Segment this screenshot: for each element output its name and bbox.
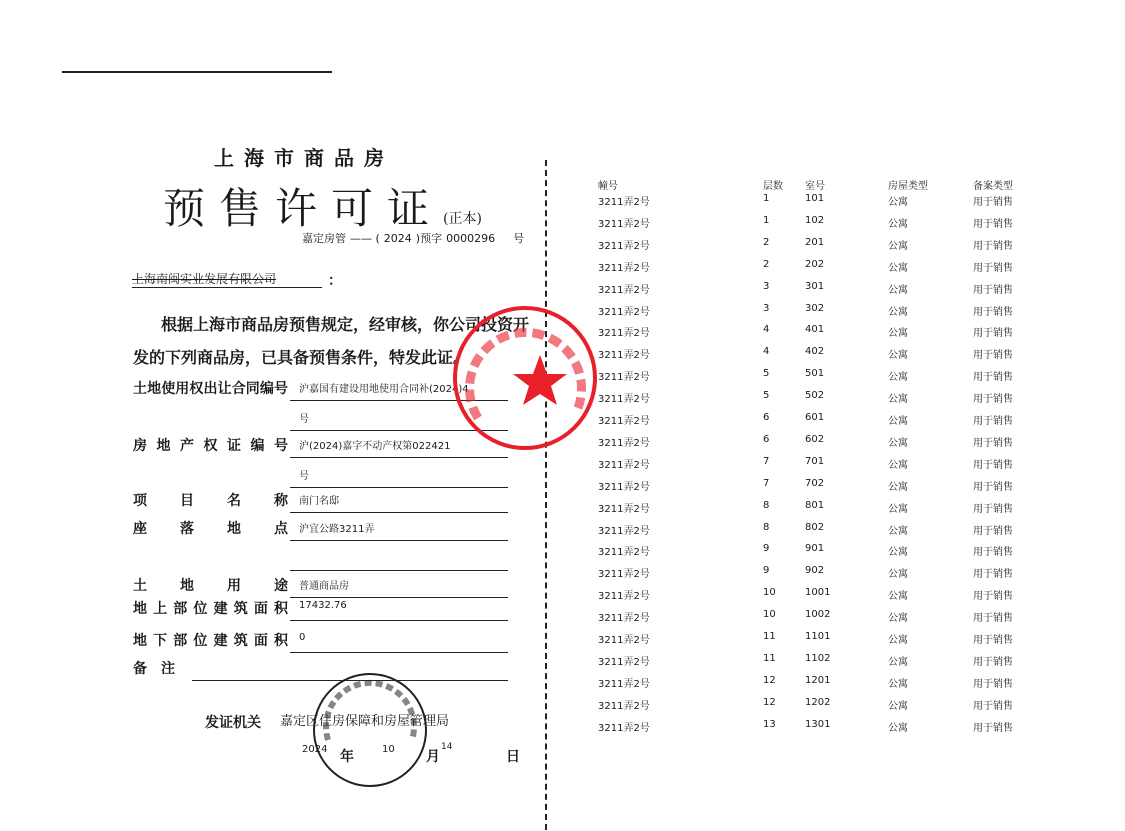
table-cell: 公寓	[888, 722, 908, 734]
table-cell: 7	[763, 455, 770, 467]
table-cell: 3211弄2号	[598, 218, 650, 230]
table-cell: 用于销售	[973, 525, 1013, 537]
table-cell: 101	[805, 193, 825, 204]
table-cell: 用于销售	[973, 197, 1013, 208]
table-cell: 公寓	[888, 437, 908, 449]
document-title	[163, 176, 482, 236]
table-cell: 1001	[805, 587, 831, 599]
table-cell: 公寓	[888, 459, 908, 471]
field-value: 南门名邸	[299, 496, 339, 507]
table-cell: 1	[763, 214, 770, 226]
doc-mid: )预字	[415, 232, 443, 245]
field-label-text: 土地使用权出让合同编号	[133, 381, 288, 397]
field-label-text: 地上部位建筑面积	[133, 601, 288, 617]
table-cell: 1002	[805, 609, 831, 621]
table-cell: 公寓	[888, 503, 908, 515]
official-black-seal	[308, 668, 432, 792]
date-month-label: 月	[426, 749, 440, 765]
table-cell: 102	[805, 214, 825, 226]
table-cell: 用于销售	[973, 678, 1013, 690]
table-cell: 用于销售	[973, 635, 1013, 646]
document-number	[302, 230, 528, 246]
table-cell: 302	[805, 302, 825, 314]
table-cell: 2	[763, 258, 770, 270]
column-header: 房屋类型	[888, 181, 928, 192]
doc-year: 2024	[383, 232, 412, 245]
doc-dash: —— (	[350, 232, 380, 245]
table-cell: 13	[763, 718, 776, 730]
table-cell: 11	[763, 652, 776, 664]
top-rule	[62, 71, 332, 73]
table-cell: 用于销售	[973, 416, 1013, 427]
table-cell: 3211弄2号	[598, 328, 650, 340]
table-cell: 3211弄2号	[598, 656, 650, 668]
document-subtitle: 上海市商品房	[214, 146, 394, 170]
table-cell: 4	[763, 346, 770, 358]
table-cell: 公寓	[888, 656, 908, 668]
field-underline	[290, 652, 508, 653]
body-text: 根据上海市商品房预售规定，经审核，你公司投资开发的下列商品房，已具备预售条件，特发此证。	[133, 315, 530, 367]
field-label-text: 备注	[133, 661, 175, 677]
table-cell: 8	[763, 521, 770, 533]
table-cell: 802	[805, 521, 825, 533]
field-underline	[290, 512, 508, 513]
date-month: 10	[382, 744, 395, 755]
table-cell: 公寓	[888, 218, 908, 230]
field-label	[133, 630, 288, 650]
table-cell: 公寓	[888, 284, 908, 296]
field-underline	[290, 457, 508, 458]
table-cell: 公寓	[888, 240, 908, 252]
field-value: 17432.76	[299, 600, 347, 611]
table-cell: 601	[805, 412, 825, 423]
table-cell: 用于销售	[973, 503, 1013, 515]
table-cell: 301	[805, 280, 825, 292]
table-cell: 公寓	[888, 350, 908, 362]
table-cell: 9	[763, 543, 770, 555]
issuer-label: 发证机关	[205, 715, 261, 731]
table-cell: 502	[805, 390, 825, 402]
field-value: 0	[299, 632, 306, 643]
table-cell: 12	[763, 674, 776, 686]
table-cell: 公寓	[888, 262, 908, 274]
table-cell: 公寓	[888, 678, 908, 690]
table-cell: 公寓	[888, 394, 908, 406]
table-cell: 3211弄2号	[598, 547, 650, 559]
table-cell: 3211弄2号	[598, 284, 650, 296]
table-cell: 1201	[805, 674, 831, 686]
table-cell: 用于销售	[973, 284, 1013, 296]
date-year: 2024	[302, 744, 328, 755]
table-cell: 10	[763, 587, 776, 599]
table-cell: 3211弄2号	[598, 306, 650, 318]
field-value-continued: 号	[299, 414, 309, 425]
table-cell: 公寓	[888, 197, 908, 208]
date-year-label: 年	[340, 749, 354, 765]
table-cell: 3211弄2号	[598, 591, 650, 603]
field-label	[133, 598, 288, 618]
table-cell: 3211弄2号	[598, 437, 650, 449]
table-cell: 3211弄2号	[598, 394, 650, 406]
field-label-text: 项目名称	[133, 493, 288, 509]
field-label	[133, 575, 288, 595]
field-underline	[290, 620, 508, 621]
table-cell: 801	[805, 499, 825, 511]
table-cell: 公寓	[888, 613, 908, 625]
table-cell: 3211弄2号	[598, 416, 650, 427]
table-cell: 901	[805, 543, 825, 555]
table-cell: 5	[763, 390, 770, 402]
table-cell: 701	[805, 455, 825, 467]
field-underline	[290, 570, 508, 571]
table-cell: 3211弄2号	[598, 613, 650, 625]
field-label-text: 座落地点	[133, 521, 288, 537]
table-cell: 用于销售	[973, 262, 1013, 274]
table-cell: 公寓	[888, 481, 908, 493]
table-cell: 3211弄2号	[598, 722, 650, 734]
copy-type: (正本)	[443, 211, 482, 227]
field-label	[133, 658, 175, 678]
colon: ：	[328, 273, 342, 289]
field-value-continued: 号	[299, 471, 309, 482]
table-cell: 3211弄2号	[598, 525, 650, 537]
table-cell: 3211弄2号	[598, 503, 650, 515]
table-cell: 402	[805, 346, 825, 358]
table-cell: 公寓	[888, 635, 908, 646]
column-header: 备案类型	[973, 181, 1013, 192]
table-cell: 1101	[805, 631, 831, 642]
table-cell: 9	[763, 565, 770, 577]
table-cell: 902	[805, 565, 825, 577]
table-cell: 602	[805, 433, 825, 445]
table-cell: 501	[805, 368, 825, 380]
page-fold-dashed-line	[545, 160, 547, 830]
table-cell: 202	[805, 258, 825, 270]
column-header: 室号	[805, 181, 825, 192]
table-cell: 3211弄2号	[598, 678, 650, 690]
table-cell: 3	[763, 302, 770, 314]
table-cell: 用于销售	[973, 613, 1013, 625]
table-cell: 用于销售	[973, 547, 1013, 559]
table-cell: 3211弄2号	[598, 635, 650, 646]
table-cell: 201	[805, 236, 825, 248]
table-cell: 用于销售	[973, 700, 1013, 712]
table-cell: 3211弄2号	[598, 262, 650, 274]
field-value: 沪宜公路3211弄	[299, 524, 375, 535]
date-day-label: 日	[506, 749, 520, 765]
field-underline	[290, 487, 508, 488]
field-label	[133, 378, 288, 398]
table-cell: 用于销售	[973, 372, 1013, 384]
doc-suffix: 号	[513, 232, 525, 245]
table-cell: 3211弄2号	[598, 240, 650, 252]
doc-serial: 0000296	[446, 232, 496, 245]
field-underline	[290, 597, 508, 598]
table-cell: 8	[763, 499, 770, 511]
table-cell: 1202	[805, 696, 831, 708]
table-cell: 公寓	[888, 306, 908, 318]
table-cell: 3211弄2号	[598, 197, 650, 208]
table-cell: 公寓	[888, 525, 908, 537]
field-label	[133, 490, 288, 510]
table-cell: 4	[763, 324, 770, 336]
field-label-text: 地下部位建筑面积	[133, 633, 288, 649]
table-cell: 用于销售	[973, 459, 1013, 471]
table-cell: 用于销售	[973, 240, 1013, 252]
table-cell: 公寓	[888, 591, 908, 603]
column-header: 幢号	[598, 181, 618, 192]
field-underline	[192, 680, 508, 681]
table-cell: 3211弄2号	[598, 459, 650, 471]
field-underline	[290, 430, 508, 431]
table-cell: 3211弄2号	[598, 372, 650, 384]
table-cell: 用于销售	[973, 481, 1013, 493]
table-cell: 用于销售	[973, 328, 1013, 340]
issuer-value: 嘉定区住房保障和房屋管理局	[280, 714, 450, 729]
table-cell: 6	[763, 433, 770, 445]
column-header: 层数	[763, 181, 783, 192]
table-cell: 公寓	[888, 547, 908, 559]
table-cell: 6	[763, 412, 770, 423]
table-cell: 用于销售	[973, 722, 1013, 734]
table-cell: 公寓	[888, 569, 908, 581]
table-cell: 用于销售	[973, 350, 1013, 362]
table-cell: 3211弄2号	[598, 569, 650, 581]
recipient-company: 上海南闽实业发展有限公司	[132, 270, 322, 288]
table-cell: 用于销售	[973, 306, 1013, 318]
table-cell: 7	[763, 477, 770, 489]
table-cell: 11	[763, 631, 776, 642]
table-cell: 2	[763, 236, 770, 248]
doc-prefix: 嘉定房管	[302, 232, 346, 245]
table-cell: 用于销售	[973, 569, 1013, 581]
field-label-text: 土地用途	[133, 578, 288, 594]
table-cell: 1	[763, 193, 770, 204]
table-cell: 401	[805, 324, 825, 336]
table-cell: 3211弄2号	[598, 350, 650, 362]
table-cell: 用于销售	[973, 218, 1013, 230]
table-cell: 公寓	[888, 328, 908, 340]
field-underline	[290, 540, 508, 541]
table-cell: 3	[763, 280, 770, 292]
title-text: 预售许可证	[163, 184, 444, 233]
field-label	[133, 518, 288, 538]
table-cell: 公寓	[888, 416, 908, 427]
field-value: 普通商品房	[299, 581, 349, 592]
table-cell: 702	[805, 477, 825, 489]
table-cell: 3211弄2号	[598, 700, 650, 712]
date-day: 14	[441, 742, 453, 752]
table-cell: 3211弄2号	[598, 481, 650, 493]
table-cell: 1102	[805, 652, 831, 664]
table-cell: 1301	[805, 718, 831, 730]
field-value: 沪(2024)嘉字不动产权第022421	[299, 441, 451, 452]
table-cell: 公寓	[888, 372, 908, 384]
field-underline	[290, 400, 508, 401]
table-cell: 公寓	[888, 700, 908, 712]
table-cell: 用于销售	[973, 656, 1013, 668]
table-cell: 用于销售	[973, 591, 1013, 603]
table-cell: 用于销售	[973, 394, 1013, 406]
table-cell: 用于销售	[973, 437, 1013, 449]
table-cell: 12	[763, 696, 776, 708]
table-cell: 10	[763, 609, 776, 621]
field-value: 沪嘉国有建设用地使用合同补(2024)4	[299, 384, 469, 395]
field-label	[133, 435, 288, 455]
table-cell: 5	[763, 368, 770, 380]
field-label-text: 房地产权证编号	[133, 438, 288, 454]
